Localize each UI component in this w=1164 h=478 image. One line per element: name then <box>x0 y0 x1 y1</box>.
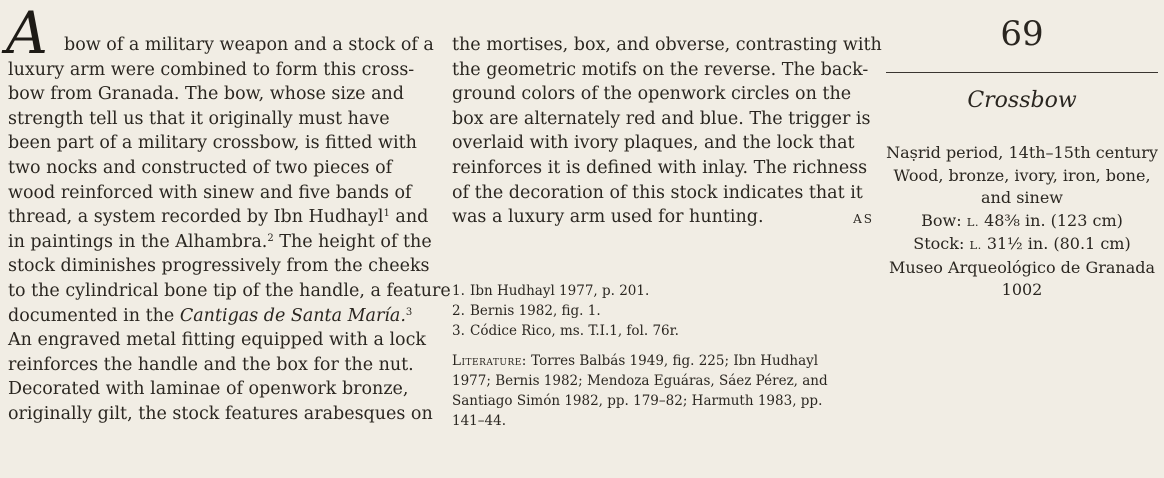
text-line: originally gilt, the stock features arabesques on <box>8 403 433 424</box>
length-abbrev: L. <box>969 238 982 252</box>
text-segment: in paintings in the Alhambra. <box>8 231 268 252</box>
footnotes <box>452 282 878 432</box>
footnote-item <box>452 282 878 302</box>
text-line: 141–44. <box>452 412 506 429</box>
text-segment: documented in the <box>8 305 180 326</box>
text-line: Santiago Simón 1982, pp. 179–82; Harmuth 1983, pp. <box>452 392 823 409</box>
text-line <box>452 205 878 230</box>
footnote-text: Códice Rico, ms. T.I.1, fol. 76r. <box>470 322 679 339</box>
text-line: box are alternately red and blue. The trigger is <box>452 108 871 129</box>
materials: and sinew <box>981 188 1063 207</box>
materials: Wood, bronze, ivory, iron, bone, <box>893 165 1151 185</box>
period: Naṣrid period, 14th–15th century <box>886 143 1158 162</box>
footnote-text: Bernis 1982, fig. 1. <box>470 302 601 319</box>
text-line: Decorated with laminae of openwork bronze, <box>8 379 409 400</box>
text-line: bow of a military weapon and a stock of a <box>64 35 434 55</box>
text-segment: 31½ in. (80.1 cm) <box>981 234 1131 253</box>
text-line: wood reinforced with sinew and five bands of <box>8 182 412 203</box>
text-line: of the decoration of this stock indicates that it <box>452 182 863 203</box>
footnote-number: 3. <box>452 322 465 339</box>
text-line: been part of a military crossbow, is fitted with <box>8 133 417 154</box>
text-line: luxury arm were combined to form this cross- <box>8 59 415 80</box>
footnote-item <box>452 302 878 322</box>
footnote-item <box>452 322 878 342</box>
author-initials: AS <box>853 212 874 227</box>
text-line: strength tell us that it originally must have <box>8 108 390 129</box>
text-segment: Torres Balbás 1949, fig. 225; Ibn Hudhayl <box>526 353 819 370</box>
text-line: the geometric motifs on the reverse. The back- <box>452 59 869 80</box>
literature-label: Literature: <box>452 353 527 370</box>
text-line: bow from Granada. The bow, whose size and <box>8 84 404 105</box>
divider <box>886 72 1158 73</box>
text-line: 1977; Bernis 1982; Mendoza Eguáras, Sáez Pérez, and <box>452 373 828 390</box>
museum: Museo Arqueológico de Granada <box>888 257 1156 277</box>
footnote-number: 2. <box>452 302 465 319</box>
footnote-text: Ibn Hudhayl 1977, p. 201. <box>470 283 650 299</box>
bow-dimensions <box>886 210 1158 234</box>
text-segment: Bow: <box>921 210 967 230</box>
text-segment: 48⅜ in. (123 cm) <box>978 210 1123 230</box>
text-segment: Stock: <box>913 234 970 253</box>
stock-dimensions <box>886 233 1158 257</box>
footnote-number: 1. <box>452 283 465 299</box>
literature <box>452 352 878 431</box>
text-line <box>8 304 451 329</box>
text-segment: and <box>389 207 429 228</box>
length-abbrev: L. <box>966 214 979 229</box>
text-line: ground colors of the openwork circles on the <box>452 84 852 105</box>
text-line <box>8 230 451 255</box>
footnote-marker-1: 1 <box>383 208 390 220</box>
cantigas-title: Cantigas de Santa María. <box>179 305 406 326</box>
essay-text-column-2 <box>452 33 882 232</box>
text-segment: thread, a system recorded by Ibn Hudhayl <box>8 207 384 228</box>
object-title: Crossbow <box>967 88 1077 113</box>
text-line <box>8 205 451 230</box>
text-line: to the cylindrical bone tip of the handle, a feature <box>8 280 451 301</box>
footnote-marker-3: 3 <box>405 306 413 318</box>
text-line: stock diminishes progressively from the cheeks <box>8 256 430 277</box>
text-line: overlaid with ivory plaques, and the lock that <box>452 133 855 154</box>
text-line <box>452 352 878 372</box>
text-line: the mortises, box, and obverse, contrasting with <box>452 35 882 55</box>
footnote-marker-2: 2 <box>267 232 274 244</box>
text-line: reinforces it is defined with inlay. The richness <box>452 157 868 178</box>
catalog-number: 69 <box>1000 14 1044 54</box>
object-metadata <box>886 142 1158 302</box>
text-line: reinforces the handle and the box for the nut. <box>8 354 414 375</box>
inventory-number: 1002 <box>1001 280 1043 299</box>
drop-cap: A <box>6 0 48 67</box>
text-segment: was a luxury arm used for hunting. <box>452 207 764 228</box>
essay-text-column-1 <box>8 33 451 427</box>
text-line: An engraved metal fitting equipped with a lock <box>8 330 426 351</box>
text-line: two nocks and constructed of two pieces of <box>8 157 393 178</box>
footnote-list <box>452 282 878 341</box>
text-segment: The height of the <box>273 231 432 252</box>
